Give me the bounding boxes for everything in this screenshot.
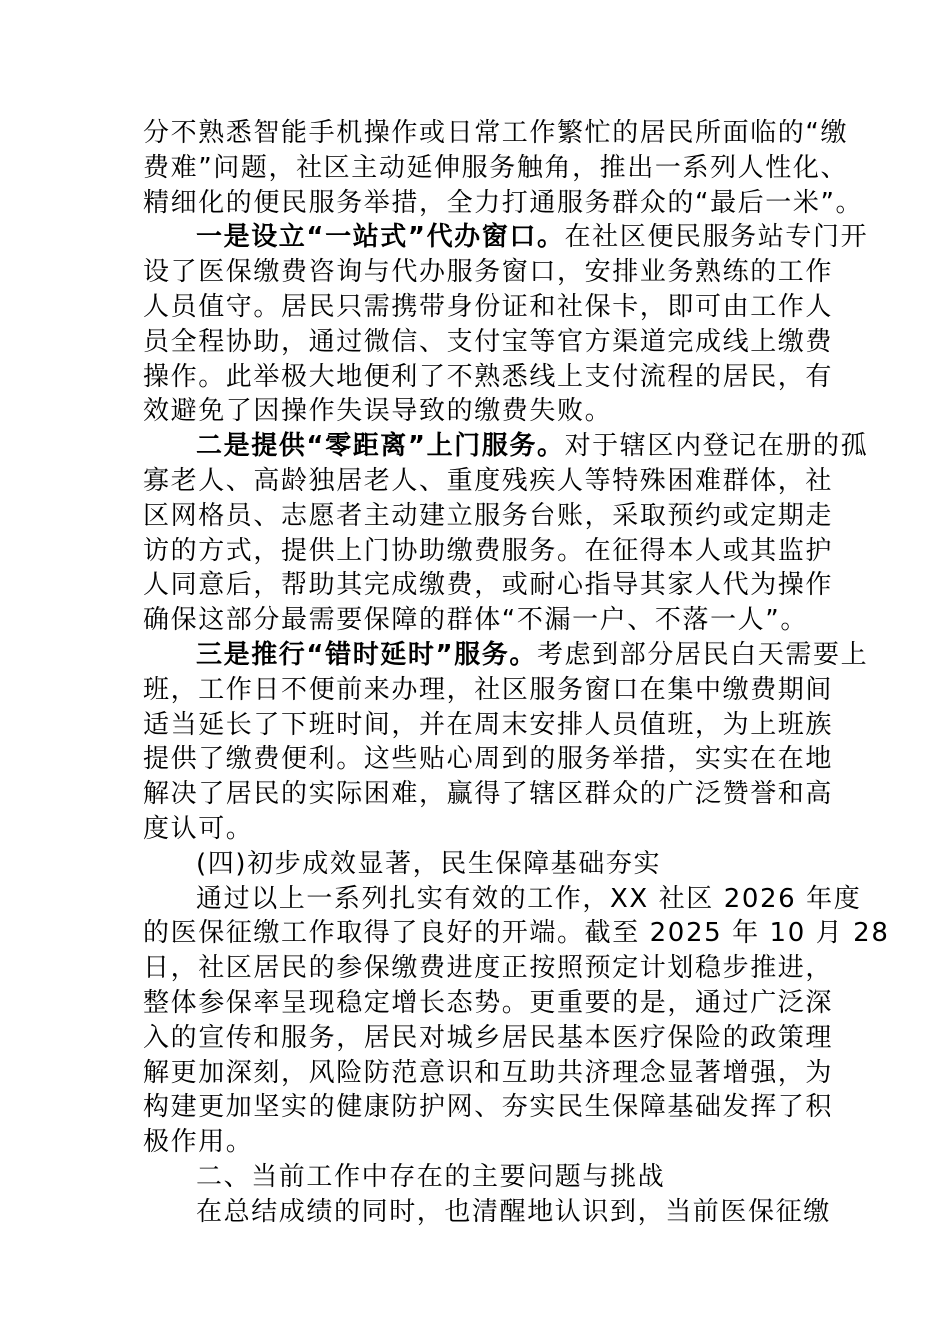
paragraph-heading-bold: 二是提供“零距离”上门服务。 bbox=[196, 431, 565, 462]
line-text: 整体参保率呈现稳定增长态势。更重要的是，通过广泛深 bbox=[143, 987, 834, 1018]
text-line bbox=[143, 151, 849, 186]
paragraph-heading-bold: 一是设立“一站式”代办窗口。 bbox=[196, 222, 565, 253]
line-text: 日，社区居民的参保缴费进度正按照预定计划稳步推进， bbox=[143, 953, 834, 984]
section-heading-text: (四)初步成效显著，民生保障基础夯实 bbox=[196, 848, 662, 879]
line-text: 解更加深刻，风险防范意识和互助共济理念显著增强，为 bbox=[143, 1057, 834, 1088]
paragraph-start-challenges bbox=[143, 1195, 831, 1230]
text-line bbox=[143, 534, 834, 569]
section-heading-text: 二、当前工作中存在的主要问题与挑战 bbox=[196, 1161, 666, 1192]
document-body bbox=[143, 116, 890, 1230]
line-text: 费难”问题，社区主动延伸服务触角，推出一系列人性化、 bbox=[143, 152, 849, 183]
line-text: 精细化的便民服务举措，全力打通服务群众的“最后一米”。 bbox=[143, 187, 864, 218]
text-line bbox=[143, 951, 834, 986]
line-text: 的医保征缴工作取得了良好的开端。截至 2025 年 10 月 28 bbox=[143, 918, 890, 949]
text-line bbox=[143, 255, 834, 290]
section-heading-2 bbox=[143, 1160, 811, 1195]
line-text: 考虑到部分居民白天需要上 bbox=[536, 639, 869, 670]
line-text: 班，工作日不便前来办理，社区服务窗口在集中缴费期间 bbox=[143, 674, 834, 705]
paragraph-start-one-stop-window bbox=[143, 220, 869, 255]
text-line bbox=[143, 325, 834, 360]
text-line bbox=[143, 1125, 811, 1160]
text-line bbox=[143, 603, 811, 638]
text-line bbox=[143, 742, 834, 777]
line-text: 人员值守。居民只需携带身份证和社保卡，即可由工作人 bbox=[143, 291, 834, 322]
line-text: 解决了居民的实际困难，赢得了辖区群众的广泛赞誉和高 bbox=[143, 779, 834, 810]
text-line bbox=[143, 986, 834, 1021]
paragraph-start-results bbox=[143, 882, 862, 917]
line-text: 人同意后，帮助其完成缴费，或耐心指导其家人代为操作 bbox=[143, 570, 834, 601]
text-line bbox=[143, 673, 834, 708]
line-text: 员全程协助，通过微信、支付宝等官方渠道完成线上缴费 bbox=[143, 326, 834, 357]
line-text: 操作。此举极大地便利了不熟悉线上支付流程的居民，有 bbox=[143, 361, 834, 392]
line-text: 提供了缴费便利。这些贴心周到的服务举措，实实在在地 bbox=[143, 744, 834, 775]
text-line bbox=[143, 568, 834, 603]
line-text: 极作用。 bbox=[143, 1127, 254, 1158]
line-text: 通过以上一系列扎实有效的工作，XX 社区 2026 年度 bbox=[196, 883, 862, 914]
paragraph-heading-bold: 三是推行“错时延时”服务。 bbox=[196, 639, 537, 670]
line-text: 构建更加坚实的健康防护网、夯实民生保障基础发挥了积 bbox=[143, 1092, 834, 1123]
text-line bbox=[143, 186, 864, 221]
text-line bbox=[143, 812, 811, 847]
text-line bbox=[143, 499, 834, 534]
text-line bbox=[143, 1021, 834, 1056]
text-line bbox=[143, 708, 834, 743]
line-text: 寡老人、高龄独居老人、重度残疾人等特殊困难群体，社 bbox=[143, 465, 834, 496]
text-line bbox=[143, 394, 811, 429]
line-text: 设了医保缴费咨询与代办服务窗口，安排业务熟练的工作 bbox=[143, 257, 834, 288]
text-line bbox=[143, 777, 834, 812]
text-line bbox=[143, 116, 849, 151]
line-text: 适当延长了下班时间，并在周末安排人员值班，为上班族 bbox=[143, 709, 834, 740]
line-text: 区网格员、志愿者主动建立服务台账，采取预约或定期走 bbox=[143, 500, 834, 531]
line-text: 分不熟悉智能手机操作或日常工作繁忙的居民所面临的“缴 bbox=[143, 118, 849, 148]
line-text: 在社区便民服务站专门开 bbox=[564, 222, 869, 253]
line-text: 访的方式，提供上门协助缴费服务。在征得本人或其监护 bbox=[143, 535, 834, 566]
paragraph-start-door-to-door bbox=[143, 429, 869, 464]
section-heading-4 bbox=[143, 847, 811, 882]
line-text: 对于辖区内登记在册的孤 bbox=[564, 431, 869, 462]
paragraph-start-staggered-hours bbox=[143, 638, 869, 673]
line-text: 效避免了因操作失误导致的缴费失败。 bbox=[143, 396, 613, 427]
text-line bbox=[143, 916, 890, 951]
text-line bbox=[143, 1090, 834, 1125]
text-line bbox=[143, 464, 834, 499]
line-text: 确保这部分最需要保障的群体“不漏一户、不落一人”。 bbox=[143, 605, 808, 636]
text-line bbox=[143, 290, 834, 325]
text-line bbox=[143, 360, 834, 395]
line-text: 度认可。 bbox=[143, 813, 254, 844]
line-text: 在总结成绩的同时，也清醒地认识到，当前医保征缴 bbox=[196, 1196, 831, 1227]
text-line bbox=[143, 1056, 834, 1091]
line-text: 入的宣传和服务，居民对城乡居民基本医疗保险的政策理 bbox=[143, 1022, 834, 1053]
